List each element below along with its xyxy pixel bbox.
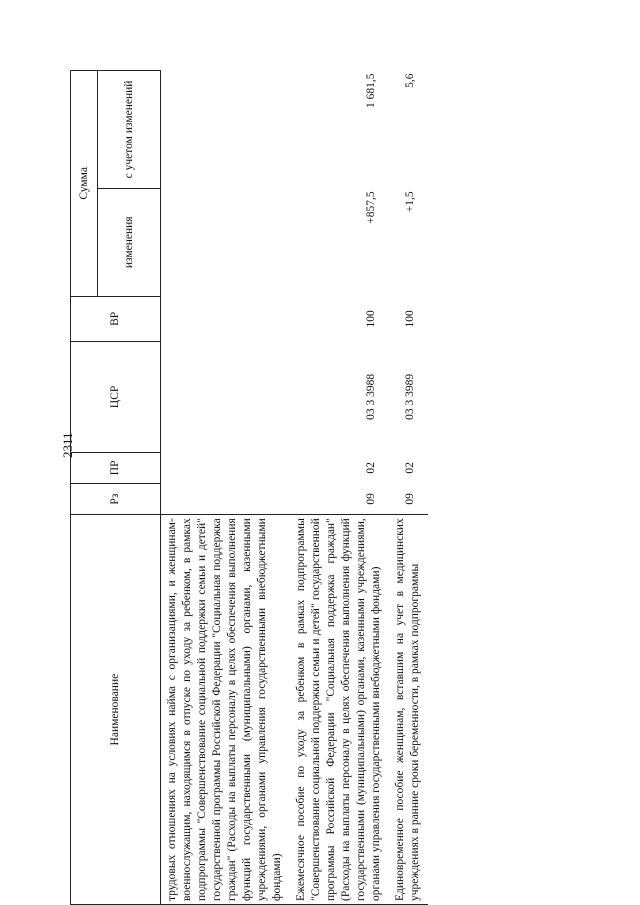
row-total: 5,6 [404, 73, 416, 88]
document-page [70, 70, 590, 905]
row-vr: 100 [365, 310, 377, 328]
table-row [161, 71, 291, 905]
row-change: +1,5 [404, 191, 416, 213]
table-header-row [71, 71, 98, 905]
row-name: трудовых отношениях на условиях найма с организациями, и женщинам-военнослужащим, находящимся в отпуске по уходу за ребенком, в рамках подпрограммы "Совершенствование социальной поддержки семьи и детей" государственной программы Российской Федерации "Социальная поддержка граждан" (Расходы на выплаты персоналу в целях обеспечения выполнения функций государственными (муниципальными) органами, казенными учреждениями, органами управления государственными внебюджетными фондами) [161, 515, 291, 905]
row-total: 1 681,5 [365, 73, 377, 108]
row-change: +857,5 [365, 191, 377, 224]
table-row [290, 71, 389, 905]
row-csr: 03 3 3988 [365, 373, 377, 420]
header-vr: ВР [71, 296, 161, 341]
header-changes: изменения [98, 188, 161, 296]
page-number: 2311 [60, 432, 75, 458]
row-pr [161, 452, 291, 483]
header-sum: Сумма [71, 71, 98, 297]
row-vr: 100 [404, 310, 416, 328]
header-with-changes: с учетом изменений [98, 71, 161, 189]
table-row [389, 71, 428, 905]
row-csr: 03 3 3989 [404, 373, 416, 420]
row-csr [161, 341, 291, 452]
header-rz: Рз [71, 483, 161, 514]
row-vr [161, 296, 291, 341]
row-rz: 09 [404, 493, 416, 505]
row-pr: 02 [365, 462, 377, 474]
row-rz: 09 [365, 493, 377, 505]
budget-table [70, 70, 428, 905]
row-rz [161, 483, 291, 514]
header-name: Наименование [71, 515, 161, 905]
header-csr: ЦСР [71, 341, 161, 452]
row-change [161, 188, 291, 296]
header-pr: ПР [71, 452, 161, 483]
row-name: Ежемесячное пособие по уходу за ребенком в рамках подпрограммы "Совершенствование социальной поддержки семьи и детей" государственной программы Российской Федерации "Социальная поддержка граждан" (Расходы на выплаты персоналу в целях обеспечения выполнения функций государственными (муниципальными) органами, казенными учреждениями, органами управления государственными внебюджетными фондами) [290, 515, 389, 905]
row-pr: 02 [404, 462, 416, 474]
row-total [161, 71, 291, 189]
row-name: Единовременное пособие женщинам, вставшим на учет в медицинских учреждениях в ранние сроки беременности, в рамках подпрограммы [389, 515, 428, 905]
